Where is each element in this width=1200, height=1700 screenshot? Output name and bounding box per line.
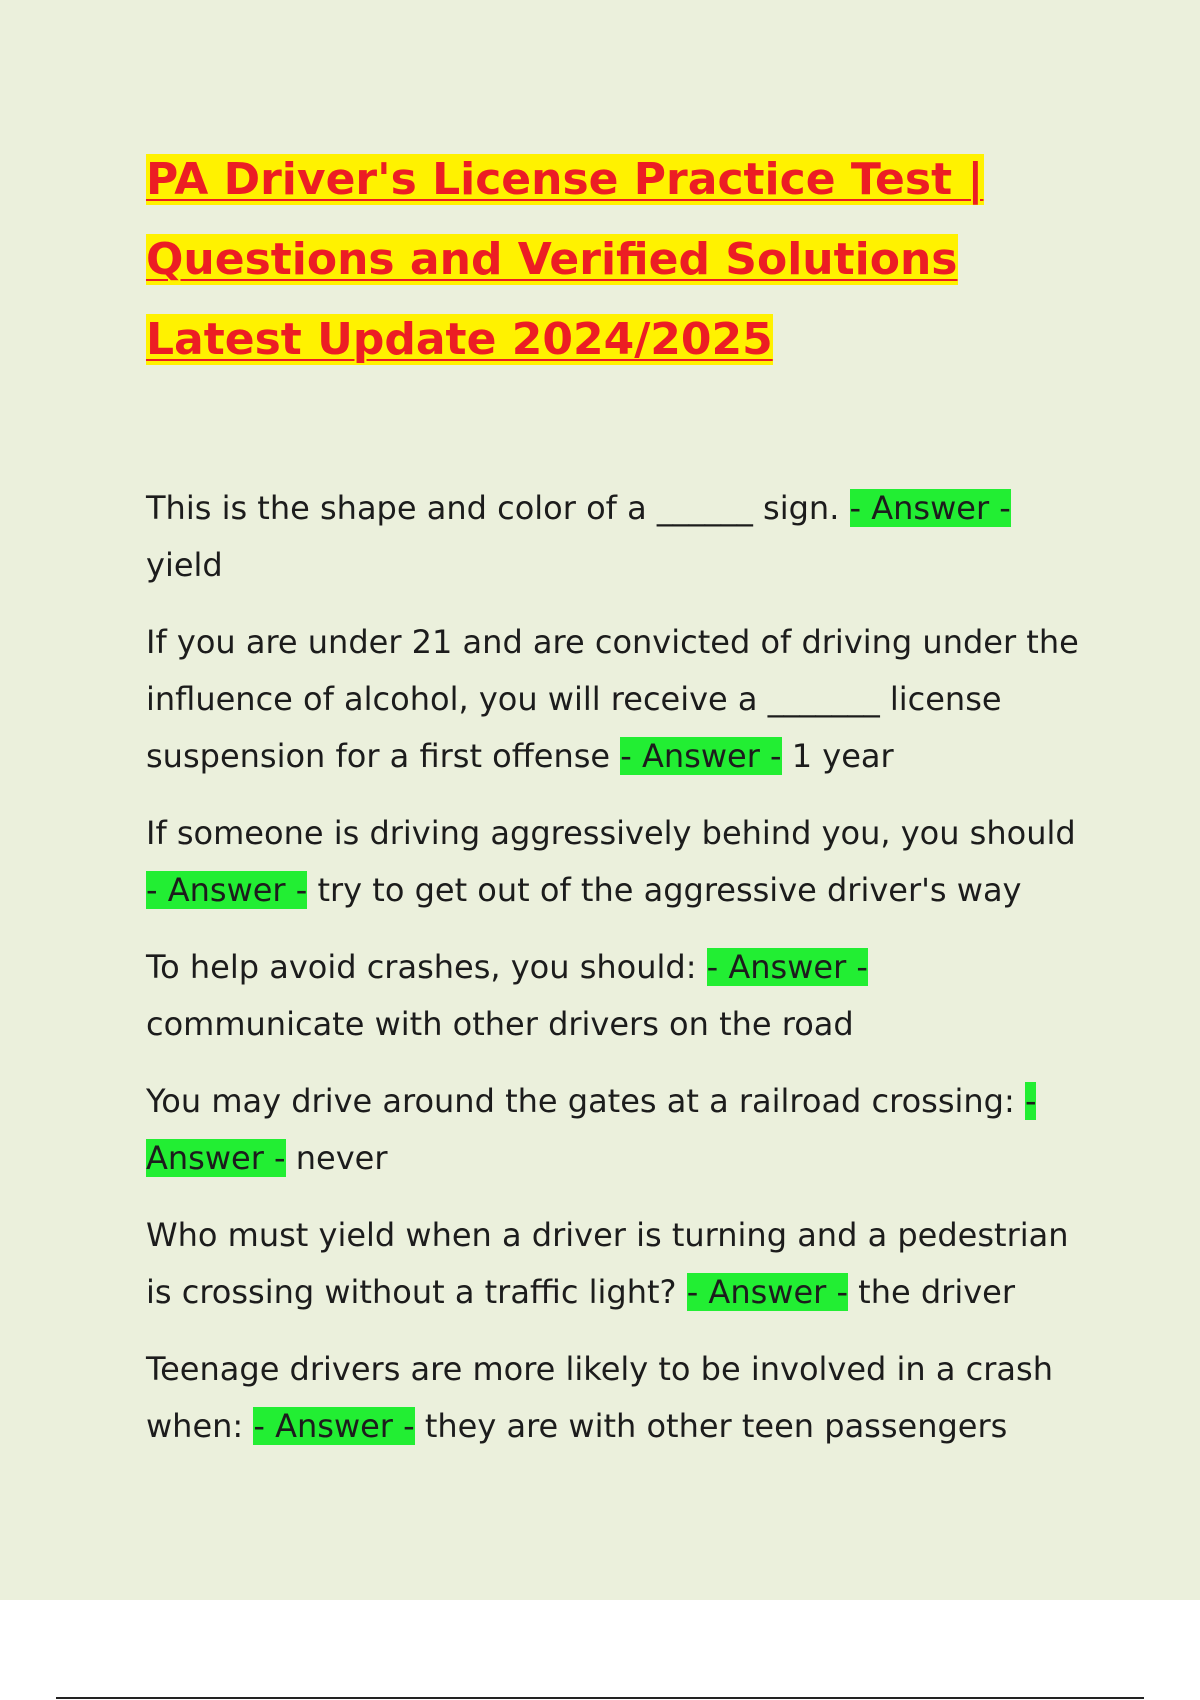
answer-label: - Answer - bbox=[146, 1082, 1037, 1177]
answer-text: never bbox=[285, 1139, 388, 1177]
answer-text: the driver bbox=[848, 1273, 1015, 1311]
answer-text: they are with other teen passengers bbox=[414, 1407, 1008, 1445]
document-title-text: PA Driver's License Practice Test | Questions and Verified Solutions Latest Update 2024/2025 bbox=[146, 154, 984, 365]
answer-text: yield bbox=[146, 546, 223, 584]
answer-label: - Answer - bbox=[620, 737, 782, 775]
answer-label: - Answer - bbox=[849, 489, 1011, 527]
qa-item bbox=[146, 939, 1096, 1053]
answer-text: 1 year bbox=[781, 737, 894, 775]
answer-label: - Answer - bbox=[146, 871, 308, 909]
footer-divider bbox=[56, 1697, 1144, 1699]
question-text: You may drive around the gates at a railroad crossing: bbox=[146, 1082, 1025, 1120]
qa-item bbox=[146, 1341, 1096, 1455]
answer-label: - Answer - bbox=[706, 948, 868, 986]
document-title bbox=[146, 140, 1106, 380]
question-text: This is the shape and color of a ______ sign. bbox=[146, 489, 850, 527]
question-text: To help avoid crashes, you should: bbox=[146, 948, 707, 986]
question-text: If someone is driving aggressively behind you, you should bbox=[146, 814, 1076, 852]
question-text: If you are under 21 and are convicted of driving under the influence of alcohol, you will receive a _______ license suspension for a first offense bbox=[146, 623, 1079, 775]
qa-item bbox=[146, 1207, 1096, 1321]
question-text: Who must yield when a driver is turning and a pedestrian is crossing without a traffic light? bbox=[146, 1216, 1069, 1311]
answer-label: - Answer - bbox=[686, 1273, 848, 1311]
answer-text: communicate with other drivers on the road bbox=[146, 1005, 854, 1043]
answer-label: - Answer - bbox=[253, 1407, 415, 1445]
answer-text: try to get out of the aggressive driver's way bbox=[307, 871, 1022, 909]
qa-item bbox=[146, 1073, 1096, 1187]
qa-list bbox=[146, 480, 1096, 1475]
question-text: Teenage drivers are more likely to be involved in a crash when: bbox=[146, 1350, 1053, 1445]
qa-item bbox=[146, 805, 1096, 919]
qa-item bbox=[146, 480, 1096, 594]
qa-item bbox=[146, 614, 1096, 785]
